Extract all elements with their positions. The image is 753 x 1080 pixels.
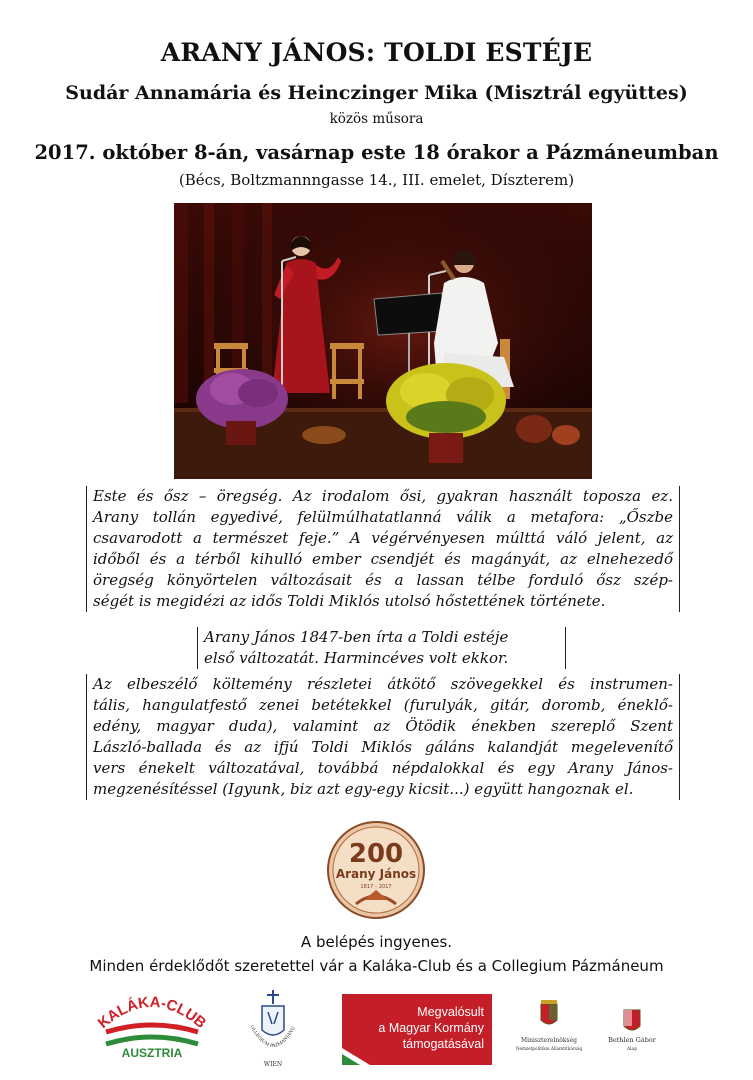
text-line: Az elbeszélő költemény részletei átkötő szövegekkel és instrumen-: [93, 675, 673, 693]
event-date-time: 2017. október 8-án, vasárnap este 18 órakor a Pázmáneumban: [34, 141, 719, 164]
kalaka-country: AUSZTRIA: [121, 1046, 183, 1060]
bethlen-gabor-logo: [600, 1006, 665, 1056]
intro-paragraph: [86, 486, 680, 612]
emblem-years: 1817 – 2017: [360, 884, 392, 890]
government-support-logo: [342, 994, 492, 1065]
poster-title: ARANY JÁNOS: TOLDI ESTÉJE: [160, 38, 593, 67]
gov-support-line: Megvalósult: [417, 1005, 484, 1019]
collegium-pazmanianum-logo: [244, 986, 302, 1070]
text-line: tális, hangulatfestő zenei betétekkel (furulyák, gitár, doromb, éneklő-: [93, 696, 673, 714]
arany-200-emblem: [326, 820, 426, 920]
ministry-line1: Miniszterelnökség: [521, 1037, 577, 1044]
history-note: [197, 627, 566, 669]
text-line: csavarodott a természet feje.” A végérvényesen múlttá váló jelent, az: [93, 529, 673, 547]
joint-program-label: közös műsora: [329, 111, 424, 127]
event-venue: (Bécs, Boltzmannngasse 14., III. emelet, Díszterem): [178, 171, 575, 189]
text-line: első változatát. Harmincéves volt ekkor.: [204, 649, 509, 667]
ministry-line2: Nemzetpolitikai Államtitkárság: [515, 1046, 583, 1051]
text-line: öregség könyörtelen változásait és a lassan télbe forduló ősz szép-: [93, 571, 673, 589]
text-line: Este és ősz – öregség. Az irodalom ősi, gyakran használt toposza ez.: [93, 487, 673, 505]
text-line: időből és a térből kihulló ember csendjét és magányát, az elnehezedő: [93, 550, 673, 568]
text-line: László-ballada és az ifjú Toldi Miklós gáláns kalandját megelevenítő: [93, 738, 673, 756]
gov-support-line: a Magyar Kormány: [378, 1021, 484, 1035]
program-paragraph: [86, 674, 680, 800]
performance-photo: [174, 203, 592, 479]
collegium-city: WIEN: [263, 1061, 283, 1068]
collegium-name: OLLEGIUM PAZMANIANU: [248, 1024, 297, 1050]
text-line: edény, magyar duda), valamint az Ötödik énekben szereplő Szent: [93, 717, 673, 735]
text-line: Arany tollán egyedivé, felülmúlhatatlanná válik a metafora: „Őszbe: [93, 508, 673, 526]
emblem-name: Arany János: [335, 867, 417, 881]
text-line: megzenésítéssel (Igyunk, biz azt egy-egy kicsit...) együtt hangoznak el.: [93, 780, 634, 798]
ministry-logo: [509, 998, 589, 1058]
text-line: vers énekelt változatával, továbbá népdalokkal és egy Arany János-: [93, 759, 673, 777]
text-line: ségét is megidézi az idős Toldi Miklós utolsó hőstettének története.: [93, 592, 606, 610]
welcome-note: Minden érdeklődőt szeretettel vár a Kaláka-Club és a Collegium Pázmáneum: [89, 957, 664, 975]
bethlen-sub: Alap: [626, 1047, 638, 1052]
kalaka-name: KALÁKA-CLUB: [94, 993, 210, 1033]
gov-support-line: támogatásával: [402, 1037, 484, 1051]
text-line: Arany János 1847-ben írta a Toldi estéje: [204, 628, 509, 646]
kalaka-club-logo: [92, 990, 212, 1060]
performers: Sudár Annamária és Heinczinger Mika (Misztrál együttes): [65, 82, 688, 104]
emblem-number: 200: [348, 839, 404, 869]
bethlen-name: Bethlen Gábor: [608, 1036, 656, 1044]
admission-note: A belépés ingyenes.: [300, 933, 453, 951]
